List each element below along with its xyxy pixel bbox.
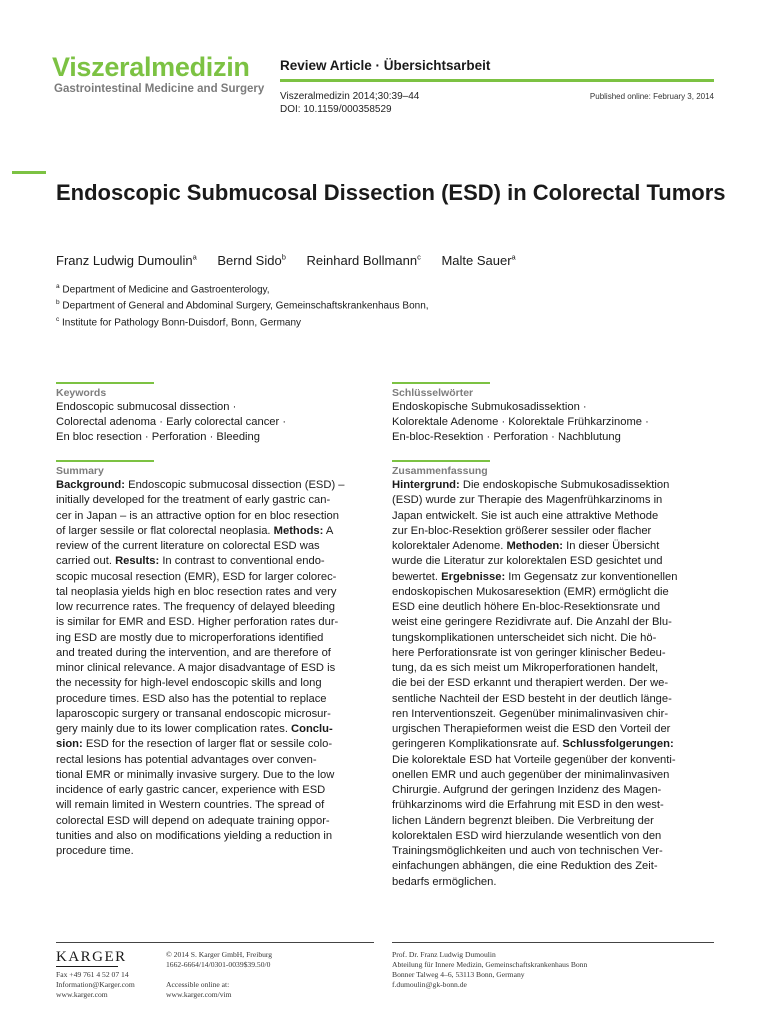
text-line: [392, 676, 712, 691]
text-line: [392, 829, 712, 844]
text-run: tal neoplasia yields high en bloc resection rates and very: [56, 585, 337, 598]
text-run: Die kolorektale ESD hat Vorteile gegenüber der konventi-: [392, 753, 676, 766]
text-line: [392, 554, 712, 569]
text-run: onellen EMR und auch gegenüber der minimalinvasiven: [392, 768, 670, 781]
text-run: In dieser Übersicht: [563, 540, 660, 552]
section-label: sion:: [56, 738, 83, 751]
text-line: [56, 631, 376, 646]
author: Bernd Sido$^b$: [217, 253, 286, 269]
text-run: minor clinical relevance. A major disadvantage of ESD is: [56, 662, 336, 674]
text-line: [56, 615, 376, 630]
text-line: [56, 829, 376, 844]
online-access: Accessible online at: www.karger.com/vim: [166, 980, 232, 999]
author-list: [56, 250, 533, 269]
text-run: colorectal ESD will depend on adequate training oppor-: [56, 814, 330, 827]
footer-divider: [392, 942, 714, 943]
affiliation: $^b$ Department of General and Abdominal Surgery, Gemeinschaftskrankenhaus Bonn,: [56, 299, 429, 312]
text-line: [56, 814, 376, 829]
text-run: Die endoskopische Submukosadissektion: [459, 479, 670, 491]
text-run: of larger sessile or flat colorectal neoplasia.: [56, 524, 274, 537]
footer-divider: [56, 942, 374, 943]
text-run: Chirurgie. Aufgrund der geringen Inzidenz des Magen-: [392, 784, 662, 796]
section-label: Hintergrund:: [392, 479, 460, 491]
keywords-section-de: [392, 382, 712, 445]
text-line: [56, 646, 376, 661]
text-run: review of the current literature on colorectal ESD was: [56, 540, 320, 552]
text-line: [56, 478, 376, 493]
text-run: here Perforationsrate ist von geringer klinischer Bedeu-: [392, 646, 666, 659]
text-line: [392, 707, 712, 722]
text-line: [392, 768, 712, 783]
text-run: urgischen Therapieformen weist die ESD den Vorteil der: [392, 723, 671, 735]
text-run: geringeren Komplikationsrate auf.: [392, 738, 563, 751]
text-run: sentliche Nachteil der ESD besteht in der deutlich länge-: [392, 692, 672, 705]
text-line: [392, 600, 712, 615]
text-line: [56, 661, 376, 676]
affiliation: $^c$ Institute for Pathology Bonn-Duisdorf, Bonn, Germany: [56, 315, 302, 328]
text-run: In contrast to conventional endo-: [159, 555, 325, 568]
text-line: [392, 570, 712, 585]
text-line: [392, 722, 712, 737]
section-label: Methoden:: [506, 540, 563, 552]
correspondence-address: Prof. Dr. Franz Ludwig Dumoulin Abteilung für Innere Medizin, Gemeinschaftskrankenhaus Bonn Bonner Talweg 4–6, 53113 Bonn, Germany f.dumoulin@gk-bonn.de: [392, 950, 588, 989]
text-line: [392, 844, 712, 859]
text-line: [392, 478, 712, 493]
text-run: tungskomplikationen unterscheidet sich nicht. Die hö-: [392, 631, 657, 644]
keyword-line: Colorectal adenoma · Early colorectal cancer ·: [56, 416, 287, 428]
text-line: [56, 844, 376, 859]
text-line: [392, 661, 712, 676]
text-line: [392, 585, 712, 600]
karger-logo: KARGER: [56, 949, 127, 965]
text-run: and treated during the intervention, and are therefore of: [56, 646, 331, 659]
section-rule: [56, 460, 154, 462]
text-line: [392, 798, 712, 813]
text-line: [392, 753, 712, 768]
text-line: [56, 722, 376, 737]
text-run: rectal lesions has potential advantages over conven-: [56, 753, 317, 766]
section-label: Background:: [56, 479, 125, 491]
text-line: [56, 768, 376, 783]
text-run: lichen Ländern begrenzt bleiben. Die Verbreitung der: [392, 814, 654, 827]
text-run: ESD for the resection of larger flat or sessile colo-: [82, 738, 333, 751]
text-run: zur En-bloc-Resektion größerer sessiler oder flacher: [392, 524, 652, 537]
keyword-line: En-bloc-Resektion · Perforation · Nachblutung: [392, 431, 621, 443]
text-run: tung, da es sich meist um Mikroperforationen handelt,: [392, 662, 659, 674]
summary-section-de: [392, 460, 712, 890]
zusammenfassung-body: [392, 478, 712, 890]
author: Reinhard Bollmann$^c$: [306, 253, 421, 269]
text-line: [56, 554, 376, 569]
keywords-heading: Keywords: [56, 387, 107, 399]
text-line: [56, 539, 376, 554]
text-run: tional EMR or minimally invasive surgery. Due to the low: [56, 768, 335, 781]
text-run: gery mainly due to its lower complication rates.: [56, 723, 292, 735]
text-run: bedarfs ermöglichen.: [392, 875, 497, 888]
text-run: procedure time.: [56, 845, 134, 857]
text-line: [392, 539, 712, 554]
section-label: Results:: [115, 555, 160, 568]
keyword-line: Endoskopische Submukosadissektion ·: [392, 401, 587, 413]
text-run: Endoscopic submucosal dissection (ESD) –: [125, 479, 345, 491]
keyword-line: Kolorektale Adenome · Kolorektale Frühkarzinome ·: [392, 416, 649, 428]
keywords-section-en: [56, 382, 376, 445]
text-line: [392, 692, 712, 707]
text-run: tunities and also on modifications yielding a reduction in: [56, 829, 333, 842]
text-line: [56, 585, 376, 600]
summary-heading: Summary: [56, 465, 104, 477]
text-run: Japan entwickelt. Sie ist auch eine attraktive Methode: [392, 509, 659, 522]
text-run: A: [323, 524, 334, 537]
text-run: initially developed for the treatment of early gastric can-: [56, 494, 331, 507]
section-rule: [392, 460, 490, 462]
journal-website-link[interactable]: www.karger.com/vim: [166, 990, 232, 999]
email-link[interactable]: Information@Karger.com: [56, 980, 135, 989]
text-line: [392, 615, 712, 630]
section-rule: [392, 382, 490, 384]
karger-logo-underline: [56, 966, 118, 967]
text-run: ren Interventionszeit. Gegenüber minimalinvasiven chir-: [392, 707, 669, 720]
summary-body: [56, 478, 376, 859]
text-line: [56, 737, 376, 752]
text-run: is similar for EMR and ESD. Higher perforation rates dur-: [56, 616, 339, 629]
text-line: [392, 875, 712, 890]
correspondence-email-link[interactable]: f.dumoulin@gk-bonn.de: [392, 980, 467, 989]
text-line: [56, 570, 376, 585]
article-type: Review Article · Übersichtsarbeit: [280, 58, 491, 73]
text-run: Trainingsmöglichkeiten und auch von technischen Ver-: [392, 845, 663, 857]
article-title: Endoscopic Submucosal Dissection (ESD) in Colorectal Tumors: [56, 180, 726, 205]
citation: Viszeralmedizin 2014;30:39–44: [280, 91, 420, 102]
affiliation: $^a$ Department of Medicine and Gastroenterology,: [56, 283, 270, 296]
text-run: carried out.: [56, 555, 116, 568]
text-line: [392, 509, 712, 524]
doi: DOI: 10.1159/000358529: [280, 104, 392, 115]
text-line: [392, 859, 712, 874]
text-run: scopic mucosal resection (EMR), ESD for larger colorec-: [56, 570, 337, 583]
text-run: (ESD) wurde zur Therapie des Magenfrühkarzinoms in: [392, 494, 663, 507]
text-line: [56, 753, 376, 768]
text-run: incidence of early gastric cancer, experience with ESD: [56, 784, 326, 796]
text-line: [392, 814, 712, 829]
text-line: [56, 707, 376, 722]
text-line: [56, 692, 376, 707]
text-run: endoskopischen Mukosaresektion (EMR) ermöglicht die: [392, 585, 669, 598]
zusammenfassung-heading: Zusammenfassung: [392, 465, 488, 477]
header-divider: [280, 79, 714, 82]
text-run: kolorektalen ESD wird hierzulande wesentlich von den: [392, 829, 662, 842]
section-label: Methods:: [273, 524, 324, 537]
text-run: the necessity for high-level endoscopic skills and long: [56, 677, 322, 690]
text-line: [392, 646, 712, 661]
text-run: ing ESD are mostly due to microperforations identified: [56, 631, 324, 644]
website-link[interactable]: www.karger.com: [56, 990, 108, 999]
section-label: Schlussfolgerungen:: [562, 738, 674, 751]
text-line: [56, 783, 376, 798]
text-run: weist eine geringere Rezidivrate auf. Die Anzahl der Blu-: [392, 616, 672, 629]
author: Malte Sauer$^a$: [441, 253, 516, 269]
text-run: procedure times. ESD also has the potential to replace: [56, 692, 327, 705]
author: Franz Ludwig Dumoulin$^a$: [56, 253, 197, 269]
text-line: [392, 524, 712, 539]
text-run: wurde die Literatur zur kolorektalen ESD gesichtet und: [392, 555, 663, 568]
text-run: will remain limited in Western countries. The spread of: [56, 799, 325, 812]
section-rule: [56, 382, 154, 384]
journal-name: Viszeralmedizin: [52, 52, 250, 82]
text-run: die bei der ESD erkannt und therapiert werden. Der we-: [392, 677, 669, 690]
text-line: [392, 783, 712, 798]
section-label: Ergebnisse:: [441, 570, 506, 583]
text-run: ESD eine deutlich höhere En-bloc-Resektionsrate und: [392, 601, 661, 613]
text-line: [56, 493, 376, 508]
text-run: cer in Japan – is an attractive option for en bloc resection: [56, 509, 339, 522]
section-label: Conclu-: [291, 723, 333, 735]
keyword-line: En bloc resection · Perforation · Bleeding: [56, 431, 260, 443]
publisher-contact: Fax +49 761 4 52 07 14 Information@Karger.com www.karger.com: [56, 970, 135, 999]
text-line: [56, 676, 376, 691]
journal-subtitle: Gastrointestinal Medicine and Surgery: [54, 83, 265, 95]
copyright-block: © 2014 S. Karger GmbH, Freiburg 1662-6664/14/0301-0039$39.50/0: [166, 950, 273, 969]
schluesselwoerter-heading: Schlüsselwörter: [392, 387, 474, 399]
text-line: [392, 493, 712, 508]
text-run: Im Gegensatz zur konventionellen: [505, 570, 678, 583]
text-run: kolorektaler Adenome.: [392, 540, 507, 552]
text-line: [56, 798, 376, 813]
title-accent-bar: [12, 171, 46, 174]
text-line: [392, 631, 712, 646]
text-line: [392, 737, 712, 752]
text-run: laparoscopic surgery or transanal endoscopic microsur-: [56, 707, 331, 720]
published-date: Published online: February 3, 2014: [589, 92, 714, 101]
affiliations: [56, 280, 429, 329]
text-run: low recurrence rates. The frequency of delayed bleeding: [56, 601, 336, 613]
text-line: [56, 509, 376, 524]
keyword-line: Endoscopic submucosal dissection ·: [56, 401, 237, 413]
text-line: [56, 524, 376, 539]
text-line: [56, 600, 376, 615]
text-run: einfachungen abhängen, die eine Reduktion des Zeit-: [392, 860, 658, 873]
summary-section-en: [56, 460, 376, 859]
text-run: frühkarzinoms wird die Erfahrung mit ESD in den west-: [392, 799, 664, 812]
text-run: bewertet.: [392, 570, 442, 583]
